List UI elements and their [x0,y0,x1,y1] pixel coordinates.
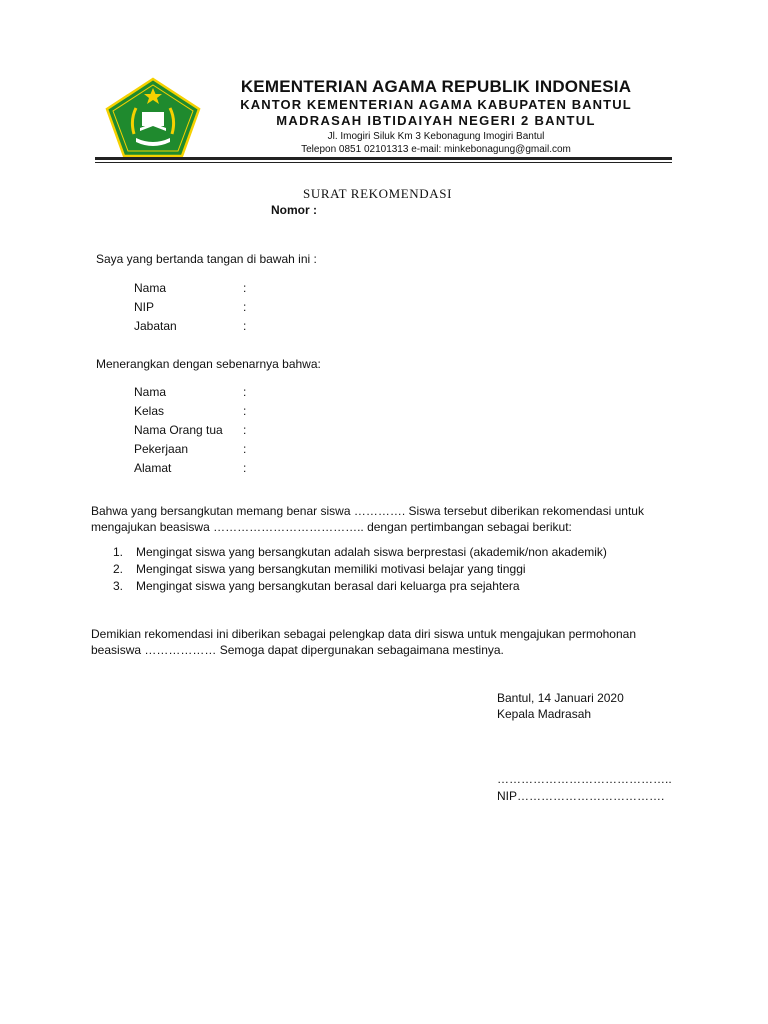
closing-line-2: beasiswa ……………… Semoga dapat dipergunakan sebagaimana mestinya. [91,643,504,657]
letterhead-address: Jl. Imogiri Siluk Km 3 Kebonagung Imogiri Bantul [327,131,545,142]
student-parent-label: Nama Orang tua [134,423,223,437]
reason-number: 3. [113,579,124,593]
signer-nip-label: NIP [134,300,155,314]
place-date: Bantul, 14 Januari 2020 [497,691,624,705]
signer-nip-colon: : [243,300,247,314]
student-occupation-colon: : [243,442,247,456]
student-class-colon: : [243,404,247,418]
student-parent-colon: : [243,423,247,437]
closing-line-1: Demikian rekomendasi ini diberikan sebagai pelengkap data diri siswa untuk mengajukan permohonan [91,627,636,641]
signer-name-colon: : [243,281,247,295]
reason-number: 1. [113,545,124,559]
signer-name-label: Nama [134,281,167,295]
reason-text: Mengingat siswa yang bersangkutan adalah siswa berprestasi (akademik/non akademik) [136,545,607,559]
signer-title: Kepala Madrasah [497,707,592,721]
letter-number-label: Nomor : [271,203,317,217]
signature-line: …………………………………….. [497,772,672,786]
student-address-colon: : [243,461,247,475]
student-occupation-label: Pekerjaan [134,442,189,456]
reason-text: Mengingat siswa yang bersangkutan berasal dari keluarga pra sejahtera [136,579,520,593]
student-class-label: Kelas [134,404,165,418]
student-name-colon: : [243,385,247,399]
reason-text: Mengingat siswa yang bersangkutan memiliki motivasi belajar yang tinggi [136,562,526,576]
kemenag-logo-icon [104,76,202,158]
letterhead-office: KANTOR KEMENTERIAN AGAMA KABUPATEN BANTUL [240,97,632,112]
letterhead-ministry: KEMENTERIAN AGAMA REPUBLIK INDONESIA [240,77,632,96]
reason-number: 2. [113,562,124,576]
letterhead [222,76,650,156]
student-address-label: Alamat [134,461,172,475]
intro-text: Saya yang bertanda tangan di bawah ini : [96,252,317,266]
signer-position-label: Jabatan [134,319,177,333]
letterhead-school: MADRASAH IBTIDAIYAH NEGERI 2 BANTUL [276,113,596,128]
signature-nip-line: NIP………………………………. [497,789,665,803]
letter-title: SURAT REKOMENDASI [303,186,453,201]
header-divider-thin [95,162,672,163]
header-divider-thick [95,157,672,160]
letterhead-contact: Telepon 0851 02101313 e-mail: minkebonagung@gmail.com [301,144,571,155]
student-name-label: Nama [134,385,167,399]
signer-position-colon: : [243,319,247,333]
body-line-2: mengajukan beasiswa ……………………………….. dengan pertimbangan sebagai berikut: [91,520,572,534]
body-line-1: Bahwa yang bersangkutan memang benar siswa …………. Siswa tersebut diberikan rekomendasi untuk [91,504,644,518]
statement-text: Menerangkan dengan sebenarnya bahwa: [96,357,321,371]
